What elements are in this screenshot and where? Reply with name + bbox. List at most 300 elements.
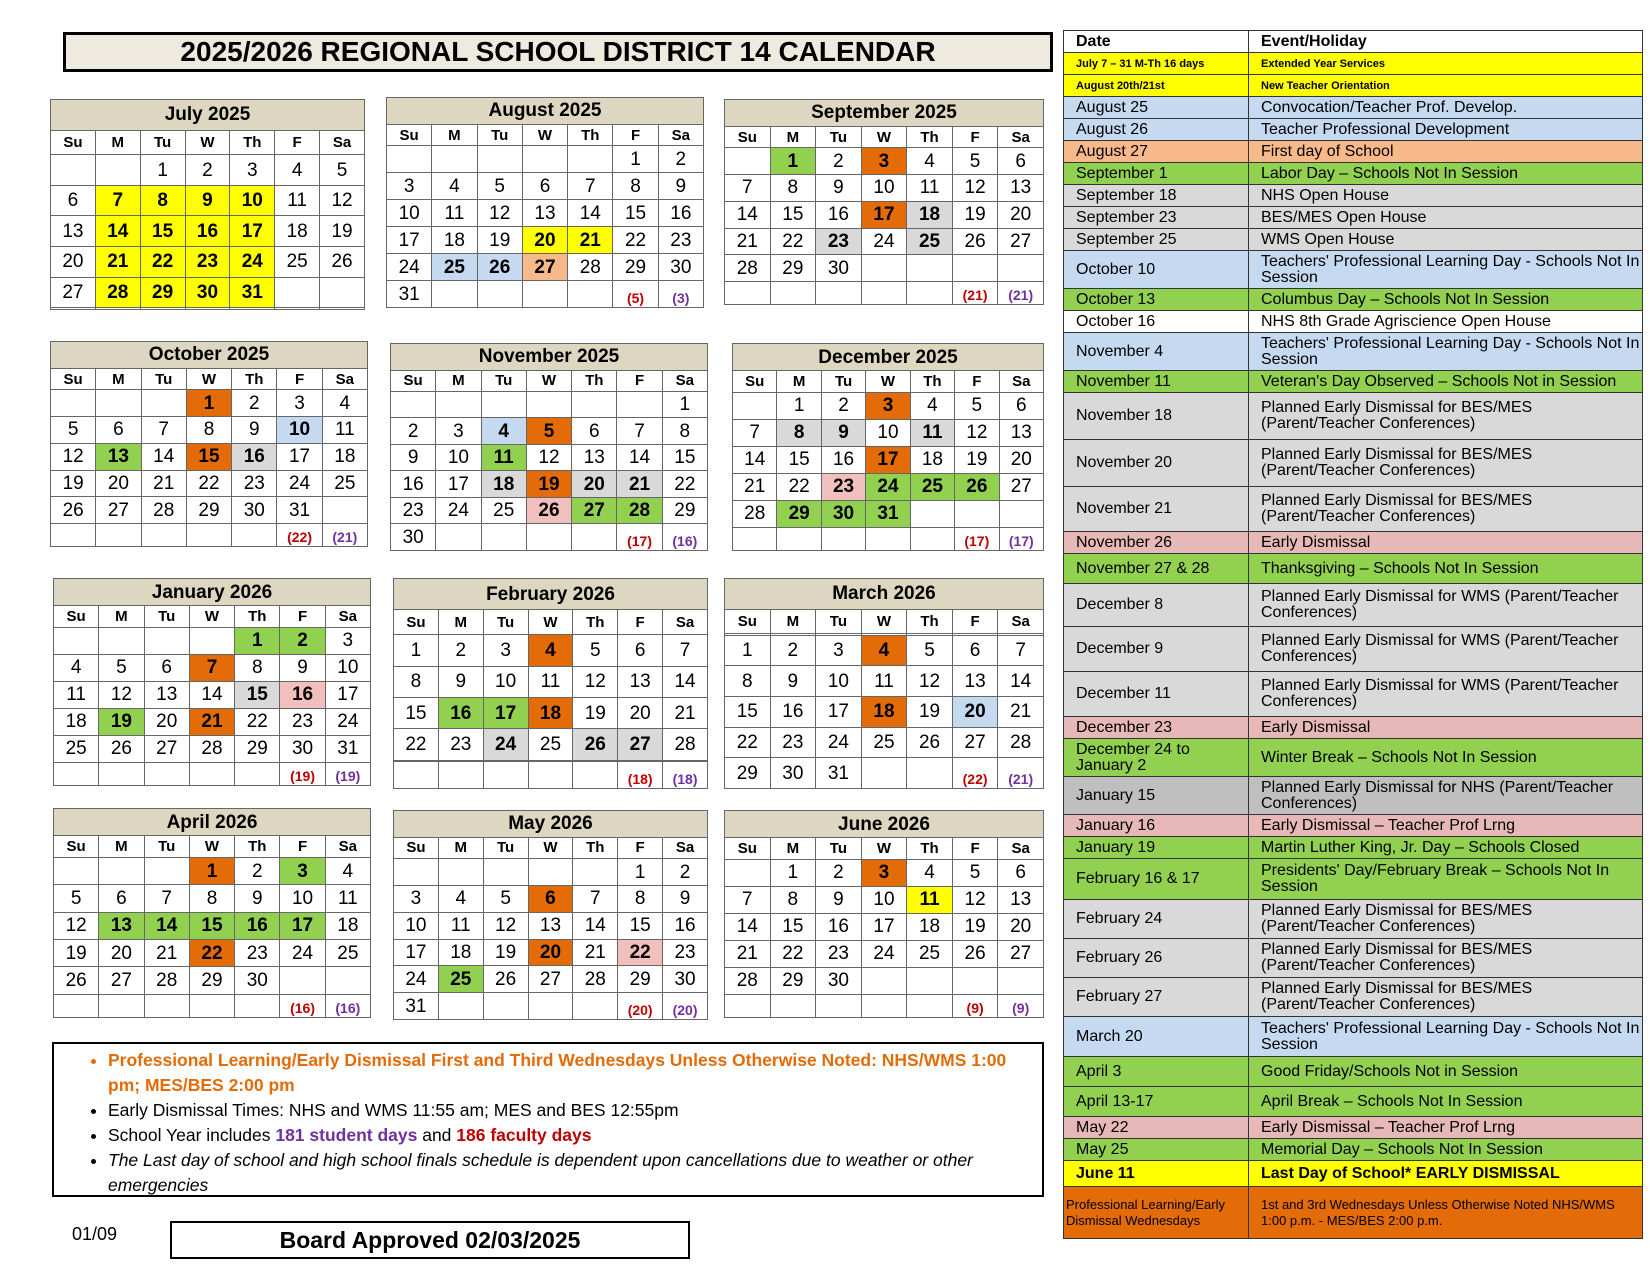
day-cell — [526, 391, 571, 418]
event-date: April 3 — [1064, 1057, 1249, 1087]
day-cell: 4 — [907, 859, 953, 886]
event-date: February 16 & 17 — [1064, 859, 1249, 900]
month-4 — [390, 343, 708, 551]
event-date: August 26 — [1064, 119, 1249, 141]
event-row — [1064, 487, 1643, 532]
day-cell: 18 — [322, 443, 367, 470]
day-cell — [141, 390, 186, 417]
day-cell — [733, 527, 777, 550]
day-cell: 7 — [663, 635, 708, 666]
day-cell: 19 — [99, 708, 144, 735]
day-cell: 30 — [816, 967, 862, 994]
day-cell: 10 — [280, 885, 325, 912]
day-cell: 24 — [816, 727, 862, 758]
day-cell: 16 — [185, 216, 230, 247]
event-row — [1064, 1017, 1643, 1057]
month-name: August 2025 — [387, 98, 704, 125]
month-9 — [53, 808, 371, 1018]
day-cell: 27 — [51, 277, 96, 308]
day-cell — [998, 967, 1044, 994]
weekday-label: W — [866, 371, 910, 393]
event-date: November 20 — [1064, 440, 1249, 487]
day-cell: 1 — [613, 146, 658, 173]
weekday-label: F — [955, 371, 999, 393]
faculty-days-count: (18) — [663, 762, 708, 789]
day-cell: 17 — [436, 471, 481, 498]
event-name: Planned Early Dismissal for BES/MES (Parent/Teacher Conferences) — [1249, 978, 1643, 1017]
day-cell: 14 — [95, 216, 140, 247]
day-cell: 6 — [522, 173, 567, 200]
day-cell: 27 — [572, 497, 617, 524]
day-cell — [522, 281, 567, 308]
event-row — [1064, 1139, 1643, 1161]
day-cell: 27 — [952, 727, 998, 758]
day-cell: 28 — [733, 500, 777, 527]
day-cell: 6 — [998, 148, 1044, 175]
day-cell: 3 — [436, 418, 481, 445]
event-name: Convocation/Teacher Prof. Develop. — [1249, 97, 1643, 119]
day-cell: 2 — [280, 627, 325, 654]
weekday-label: Tu — [821, 371, 865, 393]
weekday-label: Su — [394, 837, 439, 858]
day-cell: 20 — [998, 913, 1044, 940]
day-cell: 2 — [821, 392, 865, 419]
day-cell: 15 — [189, 912, 234, 939]
event-name: Presidents' Day/February Break – Schools Not In Session — [1249, 859, 1643, 900]
weekday-label: M — [777, 371, 821, 393]
day-cell: 2 — [770, 635, 816, 666]
day-cell: 12 — [483, 912, 528, 939]
weekday-label: F — [280, 606, 325, 628]
day-cell: 2 — [438, 635, 483, 666]
event-name: Martin Luther King, Jr. Day – Schools Closed — [1249, 837, 1643, 859]
day-cell: 2 — [185, 155, 230, 186]
student-days-count: (22) — [952, 758, 998, 789]
day-cell: 9 — [438, 666, 483, 697]
day-cell: 10 — [387, 200, 432, 227]
day-cell: 18 — [54, 708, 99, 735]
day-cell: 14 — [141, 443, 186, 470]
day-cell: 5 — [526, 418, 571, 445]
day-cell: 21 — [725, 228, 771, 255]
day-cell: 11 — [54, 681, 99, 708]
event-date: December 11 — [1064, 672, 1249, 717]
day-cell: 12 — [907, 666, 953, 697]
day-cell: 13 — [522, 200, 567, 227]
event-row — [1064, 837, 1643, 859]
day-cell: 6 — [618, 635, 663, 666]
day-cell: 25 — [861, 727, 907, 758]
day-cell — [522, 146, 567, 173]
day-cell: 29 — [189, 967, 234, 994]
event-date: May 22 — [1064, 1117, 1249, 1139]
day-cell: 22 — [770, 940, 816, 967]
day-cell: 8 — [235, 654, 280, 681]
day-cell: 29 — [235, 735, 280, 762]
day-cell: 13 — [528, 912, 573, 939]
day-cell: 23 — [663, 939, 708, 966]
event-row — [1064, 777, 1643, 815]
day-cell: 26 — [483, 966, 528, 993]
day-cell: 12 — [477, 200, 522, 227]
day-cell — [140, 308, 185, 310]
day-cell: 3 — [861, 148, 907, 175]
day-cell: 19 — [573, 698, 618, 729]
faculty-days-count: (19) — [325, 762, 370, 785]
month-0 — [50, 99, 365, 310]
weekday-label: F — [280, 836, 325, 858]
day-cell: 22 — [394, 729, 439, 760]
day-cell — [528, 993, 573, 1020]
day-cell — [51, 524, 96, 547]
weekday-label: Th — [573, 610, 618, 635]
day-cell — [483, 859, 528, 886]
day-cell: 29 — [662, 497, 707, 524]
day-cell: 26 — [952, 228, 998, 255]
day-cell: 19 — [54, 940, 99, 967]
event-row — [1064, 1117, 1643, 1139]
day-cell: 3 — [394, 885, 439, 912]
weekday-label: Su — [725, 838, 771, 860]
day-cell: 25 — [481, 497, 526, 524]
event-name: Memorial Day – Schools Not In Session — [1249, 1139, 1643, 1161]
day-cell: 22 — [186, 470, 231, 497]
weekday-label: F — [952, 838, 998, 860]
day-cell: 22 — [189, 940, 234, 967]
day-cell: 10 — [816, 666, 862, 697]
day-cell: 24 — [325, 708, 370, 735]
day-cell: 6 — [998, 859, 1044, 886]
day-cell: 16 — [770, 697, 816, 728]
day-cell — [99, 627, 144, 654]
weekday-label: F — [618, 610, 663, 635]
weekday-label: Su — [54, 836, 99, 858]
day-cell: 13 — [51, 216, 96, 247]
day-cell: 21 — [725, 940, 771, 967]
day-cell — [144, 762, 189, 785]
day-cell: 23 — [438, 729, 483, 760]
day-cell: 17 — [816, 697, 862, 728]
weekday-label: F — [618, 837, 663, 858]
event-date: August 25 — [1064, 97, 1249, 119]
day-cell: 4 — [481, 418, 526, 445]
event-name: Planned Early Dismissal for BES/MES (Parent/Teacher Conferences) — [1249, 900, 1643, 939]
weekday-label: Su — [725, 609, 771, 634]
day-cell — [572, 524, 617, 551]
day-cell: 7 — [95, 185, 140, 216]
day-cell — [770, 994, 816, 1017]
weekday-label: W — [528, 837, 573, 858]
event-date: April 13-17 — [1064, 1087, 1249, 1117]
day-cell — [725, 859, 771, 886]
day-cell: 9 — [821, 419, 865, 446]
day-cell — [725, 994, 771, 1017]
board-approved: Board Approved 02/03/2025 — [170, 1221, 690, 1259]
weekday-label: M — [770, 126, 816, 147]
day-cell: 25 — [325, 940, 370, 967]
event-date: January 15 — [1064, 777, 1249, 815]
event-name: WMS Open House — [1249, 229, 1643, 251]
day-cell: 10 — [866, 419, 910, 446]
day-cell: 17 — [280, 912, 325, 939]
weekday-label: Th — [907, 126, 953, 147]
day-cell — [391, 391, 436, 418]
day-cell — [821, 527, 865, 550]
day-cell: 21 — [95, 247, 140, 278]
day-cell: 7 — [144, 885, 189, 912]
day-cell — [394, 859, 439, 886]
month-name: February 2026 — [394, 579, 708, 610]
day-cell: 6 — [144, 654, 189, 681]
day-cell: 9 — [816, 886, 862, 913]
day-cell: 23 — [816, 940, 862, 967]
day-cell: 21 — [144, 940, 189, 967]
weekday-label: W — [189, 606, 234, 628]
day-cell: 9 — [663, 885, 708, 912]
day-cell: 28 — [998, 727, 1044, 758]
event-name: Early Dismissal — [1249, 717, 1643, 739]
month-1 — [386, 97, 704, 308]
day-cell — [189, 762, 234, 785]
day-cell — [320, 277, 365, 308]
day-cell: 27 — [144, 735, 189, 762]
events-table — [1063, 30, 1643, 1239]
day-cell: 24 — [277, 470, 322, 497]
weekday-label: W — [526, 370, 571, 391]
day-cell: 13 — [572, 444, 617, 471]
weekday-label: Sa — [999, 371, 1043, 393]
day-cell — [99, 994, 144, 1017]
day-cell: 1 — [770, 859, 816, 886]
event-row — [1064, 1161, 1643, 1187]
day-cell: 21 — [141, 470, 186, 497]
faculty-days-count: (16) — [325, 994, 370, 1017]
day-cell: 25 — [910, 473, 954, 500]
day-cell — [96, 390, 141, 417]
event-row — [1064, 185, 1643, 207]
month-name: June 2026 — [725, 811, 1044, 838]
weekday-label: Th — [232, 368, 277, 389]
day-cell: 8 — [140, 185, 185, 216]
day-cell: 18 — [438, 939, 483, 966]
day-cell: 6 — [572, 418, 617, 445]
day-cell: 16 — [658, 200, 703, 227]
day-cell — [432, 146, 477, 173]
weekday-label: M — [96, 368, 141, 389]
day-cell: 10 — [325, 654, 370, 681]
day-cell: 27 — [998, 940, 1044, 967]
weekday-label: Th — [907, 609, 953, 634]
day-cell: 14 — [617, 444, 662, 471]
weekday-label: Th — [910, 371, 954, 393]
day-cell — [54, 994, 99, 1017]
event-date: December 23 — [1064, 717, 1249, 739]
day-cell — [910, 527, 954, 550]
day-cell: 23 — [280, 708, 325, 735]
day-cell: 5 — [477, 173, 522, 200]
event-row — [1064, 311, 1643, 333]
day-cell: 28 — [95, 277, 140, 308]
day-cell — [568, 146, 613, 173]
day-cell: 27 — [528, 966, 573, 993]
day-cell — [483, 762, 528, 789]
day-cell — [99, 762, 144, 785]
event-row — [1064, 75, 1643, 97]
day-cell: 31 — [866, 500, 910, 527]
day-cell: 12 — [573, 666, 618, 697]
day-cell: 8 — [189, 885, 234, 912]
day-cell: 26 — [907, 727, 953, 758]
day-cell: 19 — [952, 201, 998, 228]
event-date: February 24 — [1064, 900, 1249, 939]
weekday-label: W — [861, 126, 907, 147]
day-cell: 26 — [952, 940, 998, 967]
weekday-label: Tu — [481, 370, 526, 391]
day-cell: 18 — [481, 471, 526, 498]
day-cell — [777, 527, 821, 550]
day-cell — [189, 994, 234, 1017]
day-cell: 9 — [391, 444, 436, 471]
day-cell — [528, 762, 573, 789]
day-cell: 27 — [998, 228, 1044, 255]
day-cell: 29 — [140, 277, 185, 308]
month-name: July 2025 — [51, 100, 365, 131]
event-name: BES/MES Open House — [1249, 207, 1643, 229]
day-cell: 4 — [910, 392, 954, 419]
day-cell: 11 — [907, 886, 953, 913]
day-cell: 7 — [725, 886, 771, 913]
day-cell — [573, 762, 618, 789]
day-cell: 7 — [568, 173, 613, 200]
day-cell: 17 — [230, 216, 275, 247]
day-cell: 27 — [522, 254, 567, 281]
weekday-label: Th — [235, 606, 280, 628]
day-cell — [573, 859, 618, 886]
month-10 — [393, 810, 708, 1020]
day-cell — [861, 282, 907, 305]
day-cell — [907, 255, 953, 282]
day-cell — [189, 627, 234, 654]
day-cell: 15 — [140, 216, 185, 247]
day-cell: 1 — [770, 148, 816, 175]
weekday-label: Sa — [998, 126, 1044, 147]
event-date: October 13 — [1064, 289, 1249, 311]
notes-box — [52, 1042, 1044, 1197]
event-date: May 25 — [1064, 1139, 1249, 1161]
day-cell: 30 — [280, 735, 325, 762]
event-date: September 18 — [1064, 185, 1249, 207]
day-cell: 5 — [907, 635, 953, 666]
event-row — [1064, 739, 1643, 777]
weekday-label: Su — [725, 126, 771, 147]
event-name: Planned Early Dismissal for BES/MES (Parent/Teacher Conferences) — [1249, 939, 1643, 978]
day-cell: 31 — [277, 497, 322, 524]
day-cell — [436, 391, 481, 418]
day-cell: 12 — [51, 443, 96, 470]
day-cell: 23 — [185, 247, 230, 278]
event-date: January 19 — [1064, 837, 1249, 859]
day-cell: 5 — [51, 417, 96, 444]
day-cell: 8 — [770, 886, 816, 913]
event-name: Planned Early Dismissal for WMS (Parent/Teacher Conferences) — [1249, 627, 1643, 672]
day-cell — [999, 500, 1043, 527]
event-row — [1064, 393, 1643, 440]
day-cell: 3 — [861, 859, 907, 886]
note-early-dismissal-times: • Early Dismissal Times: NHS and WMS 11:55 am; MES and BES 12:55pm — [108, 1098, 1032, 1123]
event-name: Planned Early Dismissal for WMS (Parent/Teacher Conferences) — [1249, 584, 1643, 627]
day-cell: 24 — [230, 247, 275, 278]
day-cell — [907, 967, 953, 994]
day-cell — [432, 281, 477, 308]
day-cell: 12 — [526, 444, 571, 471]
day-cell — [438, 993, 483, 1020]
event-date: October 10 — [1064, 251, 1249, 289]
day-cell: 14 — [189, 681, 234, 708]
faculty-days-count: (21) — [998, 758, 1044, 789]
day-cell — [235, 762, 280, 785]
event-name: Early Dismissal – Teacher Prof Lrng — [1249, 815, 1643, 837]
event-name: Planned Early Dismissal for WMS (Parent/Teacher Conferences) — [1249, 672, 1643, 717]
day-cell: 21 — [998, 697, 1044, 728]
weekday-label: W — [189, 836, 234, 858]
day-cell — [477, 281, 522, 308]
day-cell: 29 — [770, 967, 816, 994]
day-cell: 7 — [617, 418, 662, 445]
day-cell: 25 — [54, 735, 99, 762]
student-days-count: (18) — [618, 762, 663, 789]
day-cell: 30 — [235, 967, 280, 994]
day-cell: 17 — [387, 227, 432, 254]
day-cell: 2 — [391, 418, 436, 445]
day-cell — [275, 277, 320, 308]
day-cell: 11 — [325, 885, 370, 912]
day-cell: 10 — [861, 175, 907, 202]
day-cell: 20 — [99, 940, 144, 967]
day-cell: 18 — [861, 697, 907, 728]
day-cell: 28 — [573, 966, 618, 993]
day-cell: 11 — [481, 444, 526, 471]
day-cell — [725, 148, 771, 175]
event-date: Professional Learning/Early Dismissal Wednesdays — [1064, 1187, 1249, 1239]
month-name: January 2026 — [54, 579, 371, 606]
day-cell — [280, 967, 325, 994]
day-cell: 15 — [725, 697, 771, 728]
weekday-label: Tu — [144, 836, 189, 858]
event-row — [1064, 672, 1643, 717]
day-cell: 9 — [235, 885, 280, 912]
day-cell: 14 — [663, 666, 708, 697]
day-cell: 4 — [861, 635, 907, 666]
day-cell: 15 — [394, 698, 439, 729]
day-cell: 30 — [658, 254, 703, 281]
student-days-count: (17) — [617, 524, 662, 551]
event-name: NHS Open House — [1249, 185, 1643, 207]
event-row — [1064, 815, 1643, 837]
event-name: New Teacher Orientation — [1249, 75, 1643, 97]
day-cell: 6 — [528, 885, 573, 912]
month-name: December 2025 — [733, 344, 1044, 371]
student-days-count: (17) — [955, 527, 999, 550]
weekday-label: Th — [230, 130, 275, 155]
day-cell: 9 — [816, 175, 862, 202]
weekday-label: Sa — [998, 838, 1044, 860]
event-date: September 1 — [1064, 163, 1249, 185]
day-cell: 22 — [613, 227, 658, 254]
weekday-label: Su — [733, 371, 777, 393]
day-cell: 17 — [394, 939, 439, 966]
month-name: September 2025 — [725, 100, 1044, 127]
day-cell: 26 — [320, 247, 365, 278]
